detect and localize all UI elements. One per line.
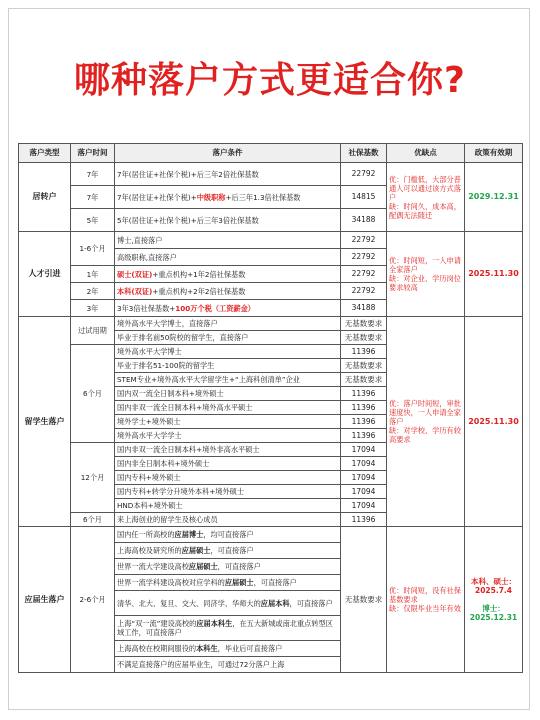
condition-cell: 世界一流学科建设高校对应学科的应届硕士，可直接落户 <box>115 575 341 591</box>
time-cell: 7年 <box>71 163 115 186</box>
base-cell: 无基数要求 <box>341 331 387 345</box>
condition-cell: 硕士(双证)+重点机构+1年2倍社保基数 <box>115 266 341 283</box>
condition-cell: 7年(居住证+社保个税)+后三年2倍社保基数 <box>115 163 341 186</box>
condition-cell: 国内双一流全日制本科+境外硕士 <box>115 387 341 401</box>
header-base: 社保基数 <box>341 144 387 163</box>
condition-cell: 高级职称,直接落户 <box>115 249 341 266</box>
pros-cons-cell: 优：时间短，一人申请全家落户 缺：对企业、学历岗位要求较高 <box>387 232 465 317</box>
time-cell: 1年 <box>71 266 115 283</box>
validity-cell <box>465 527 523 673</box>
time-cell: 2-6个月 <box>71 527 115 673</box>
base-cell: 22792 <box>341 266 387 283</box>
settlement-table <box>18 143 523 673</box>
condition-cell: 国内任一所高校的应届博士，均可直接落户 <box>115 527 341 543</box>
base-cell: 11396 <box>341 429 387 443</box>
condition-cell: 3年3倍社保基数+100万个税（工资薪金） <box>115 300 341 317</box>
validity-cell: 2025.11.30 <box>465 317 523 527</box>
time-cell: 6个月 <box>71 345 115 443</box>
table-row <box>19 527 523 543</box>
header-time: 落户时间 <box>71 144 115 163</box>
condition-cell: 国内非全日制本科+境外硕士 <box>115 457 341 471</box>
condition-cell: 本科(双证)+重点机构+2年2倍社保基数 <box>115 283 341 300</box>
base-cell: 无基数要求 <box>341 317 387 331</box>
page-title: 哪种落户方式更适合你? <box>74 60 466 101</box>
condition-cell: 来上海创业的留学生及核心成员 <box>115 513 341 527</box>
time-cell: 3年 <box>71 300 115 317</box>
condition-cell: 境外高水平大学博士 <box>115 345 341 359</box>
table-row <box>19 163 523 186</box>
header-row <box>19 144 523 163</box>
base-cell: 22792 <box>341 232 387 249</box>
header-type: 落户类型 <box>19 144 71 163</box>
base-cell: 22792 <box>341 163 387 186</box>
time-cell: 6个月 <box>71 513 115 527</box>
validity-cell: 2029.12.31 <box>465 163 523 232</box>
pros-cons-cell: 优：时间短，没有社保基数要求 缺：仅限毕业当年有效 <box>387 527 465 673</box>
header-pros-cons: 优缺点 <box>387 144 465 163</box>
header-condition: 落户条件 <box>115 144 341 163</box>
condition-cell: 博士,直接落户 <box>115 232 341 249</box>
validity-cell: 2025.11.30 <box>465 232 523 317</box>
time-cell: 7年 <box>71 186 115 209</box>
base-cell: 11396 <box>341 401 387 415</box>
category-cell: 居转户 <box>19 163 71 232</box>
table-row <box>19 317 523 331</box>
base-cell: 17094 <box>341 485 387 499</box>
condition-cell: 国内专科+境外硕士 <box>115 471 341 485</box>
base-cell: 无基数要求 <box>341 373 387 387</box>
validity-undergrad-date: 2025.7.4 <box>474 586 512 596</box>
base-cell: 无基数要求 <box>341 527 387 673</box>
header-validity: 政策有效期 <box>465 144 523 163</box>
condition-cell: 国内非双一流全日制本科+境外非高水平硕士 <box>115 443 341 457</box>
validity-phd-date: 2025.12.31 <box>469 612 518 622</box>
time-cell: 2年 <box>71 283 115 300</box>
validity-undergrad-label: 本科、硕士： <box>471 576 516 586</box>
base-cell: 11396 <box>341 513 387 527</box>
condition-cell: 国内专科+转学分升境外本科+境外硕士 <box>115 485 341 499</box>
condition-cell: 上海高校及研究所的应届硕士，可直接落户 <box>115 543 341 559</box>
condition-cell: 毕业于排名前50院校的留学生，直接落户 <box>115 331 341 345</box>
condition-cell: 5年(居住证+社保个税)+后三年3倍社保基数 <box>115 209 341 232</box>
table-row <box>19 232 523 249</box>
base-cell: 无基数要求 <box>341 359 387 373</box>
pros-cons-cell: 优：落户时间短，审批速度快，一人申请全家落户 缺：对学校、学历有较高要求 <box>387 317 465 527</box>
condition-cell: 境外高水平大学学士 <box>115 429 341 443</box>
base-cell: 17094 <box>341 499 387 513</box>
condition-cell: STEM专业+境外高水平大学留学生+“上海科创清单”企业 <box>115 373 341 387</box>
time-cell: 1-6个月 <box>71 232 115 266</box>
base-cell: 11396 <box>341 387 387 401</box>
condition-cell: 国内非双一流全日制本科+境外高水平硕士 <box>115 401 341 415</box>
base-cell: 17094 <box>341 443 387 457</box>
category-cell: 应届生落户 <box>19 527 71 673</box>
condition-cell: 上海高校在校期间服役的本科生，毕业后可直接落户 <box>115 641 341 657</box>
condition-cell: 上海“双一流”建设高校的应届本科生，在五大新城或南北重点转型区域工作，可直接落户 <box>115 616 341 641</box>
condition-cell: 世界一流大学建设高校应届硕士，可直接落户 <box>115 559 341 575</box>
condition-cell: 境外学士+境外硕士 <box>115 415 341 429</box>
base-cell: 11396 <box>341 345 387 359</box>
category-cell: 人才引进 <box>19 232 71 317</box>
condition-cell: 清华、北大、复旦、交大、同济学、华师大的应届本科，可直接落户 <box>115 591 341 616</box>
pros-cons-cell: 优：门槛低，大部分普通人可以通过该方式落户 缺：时间久，成本高，配偶无法随迁 <box>387 163 465 232</box>
base-cell: 17094 <box>341 471 387 485</box>
base-cell: 34188 <box>341 209 387 232</box>
condition-cell: 毕业于排名51-100院的留学生 <box>115 359 341 373</box>
time-cell: 12个月 <box>71 443 115 513</box>
validity-phd-label: 博士： <box>482 603 505 613</box>
time-cell: 5年 <box>71 209 115 232</box>
base-cell: 34188 <box>341 300 387 317</box>
time-cell: 过试用期 <box>71 317 115 345</box>
base-cell: 11396 <box>341 415 387 429</box>
category-cell: 留学生落户 <box>19 317 71 527</box>
condition-cell: 境外高水平大学博士，直接落户 <box>115 317 341 331</box>
base-cell: 22792 <box>341 249 387 266</box>
condition-cell: 7年(居住证+社保个税)+中级职称+后三年1.3倍社保基数 <box>115 186 341 209</box>
condition-cell: 不满足直接落户的应届毕业生，可通过72分落户上海 <box>115 657 341 673</box>
base-cell: 22792 <box>341 283 387 300</box>
base-cell: 17094 <box>341 457 387 471</box>
base-cell: 14815 <box>341 186 387 209</box>
condition-cell: HND本科+境外硕士 <box>115 499 341 513</box>
